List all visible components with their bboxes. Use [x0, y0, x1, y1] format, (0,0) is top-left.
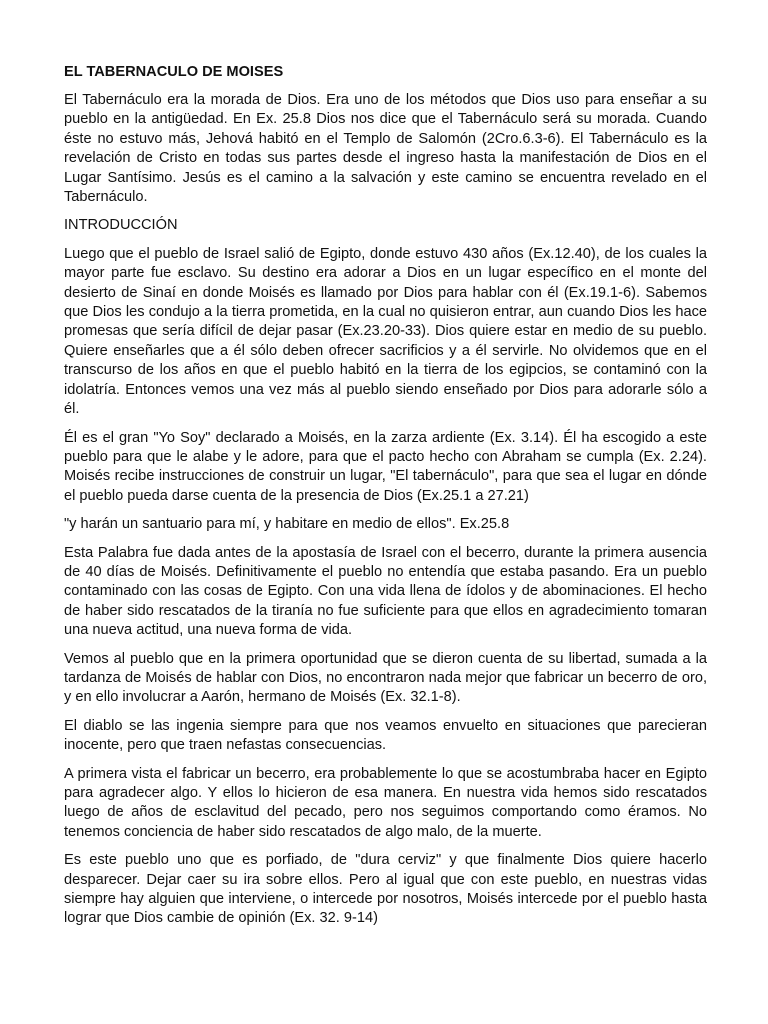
body-paragraph: Es este pueblo uno que es porfiado, de "dura cerviz" y que finalmente Dios quiere hacerlo desparecer. Dejar caer su ira sobre ellos. Pero al igual que con este pueblo, en nuestras vidas siempre hay alguien que interviene, o intercede por nosotros, Moisés intercede por el pueblo hasta lograr que Dios cambie de opinión (Ex. 32. 9-14) — [64, 852, 707, 927]
body-paragraph: El diablo se las ingenia siempre para que nos veamos envuelto en situaciones que parecieran inocente, pero que traen nefastas consecuencias. — [64, 717, 707, 754]
body-paragraph: Él es el gran "Yo Soy" declarado a Moisés, en la zarza ardiente (Ex. 3.14). Él ha escogido a este pueblo para que le alabe y le adore, para que el pacto hecho con Abraham se cumpla (Ex. 2.24). Moisés recibe instrucciones de construir un lugar, "El tabernáculo", para que sea el lugar en dónde el pueblo pueda darse cuenta de la presencia de Dios (Ex.25.1 a 27.21) — [64, 429, 707, 504]
section-heading: INTRODUCCIÓN — [64, 217, 178, 234]
scripture-quote: "y harán un santuario para mí, y habitare en medio de ellos". Ex.25.8 — [64, 516, 510, 533]
intro-paragraph: El Tabernáculo era la morada de Dios. Era uno de los métodos que Dios uso para enseñar a su pueblo en la antigüedad. En Ex. 25.8 Dios nos dice que el Tabernáculo será su morada. Cuando éste no estuvo más, Jehová habitó en el Templo de Salomón (2Cro.6.3-6). El Tabernáculo es la revelación de Cristo en todas sus partes desde el ingreso hasta la manifestación de Dios en el Lugar Santísimo. Jesús es el camino a la salvación y este camino se encuentra revelado en el Tabernáculo. — [64, 92, 707, 206]
body-paragraph: Luego que el pueblo de Israel salió de Egipto, donde estuvo 430 años (Ex.12.40), de los cuales la mayor parte fue esclavo. Su destino era adorar a Dios en un lugar específico en el monte del desierto de Sinaí en donde Moisés es llamado por Dios para hablar con él (Ex.19.1-6). Sabemos que Dios les condujo a la tierra prometida, en la cual no quisieron entrar, aun cuando Dios les hace promesas que sería difícil de dejar pasar (Ex.23.20-33). Dios quiere estar en medio de su pueblo. Quiere enseñarles que a él sólo deben ofrecer sacrificios y a él servirle. No olvidemos que en el transcurso de los años en que el pueblo habitó en la tierra de los egipcios, se contaminó con la idolatría. Entonces vemos una vez más al pueblo siendo enseñado por Dios para adorarle sólo a él. — [64, 245, 707, 418]
body-paragraph: Esta Palabra fue dada antes de la apostasía de Israel con el becerro, durante la primera ausencia de 40 días de Moisés. Definitivamente el pueblo no entendía que estaba pasando. Era un pueblo contaminado con las cosas de Egipto. Con una vida llena de ídolos y de abominaciones. El hecho de haber sido rescatados de la tiranía no fue suficiente para que ellos en agradecimiento tomaran una nueva actitud, una nueva forma de vida. — [64, 544, 707, 639]
body-paragraph: A primera vista el fabricar un becerro, era probablemente lo que se acostumbraba hacer en Egipto para agradecer algo. Y ellos lo hicieron de esa manera. En nuestra vida hemos sido rescatados luego de años de esclavitud del pecado, pero nos seguimos comportando como éramos. No tenemos conciencia de haber sido rescatados de algo malo, de la muerte. — [64, 765, 707, 840]
document-title: EL TABERNACULO DE MOISES — [64, 64, 284, 80]
body-paragraph: Vemos al pueblo que en la primera oportunidad que se dieron cuenta de su libertad, sumada a la tardanza de Moisés de hablar con Dios, no encontraron nada mejor que fabricar un becerro de oro, y en ello involucrar a Aarón, hermano de Moisés (Ex. 32.1-8). — [64, 650, 707, 706]
